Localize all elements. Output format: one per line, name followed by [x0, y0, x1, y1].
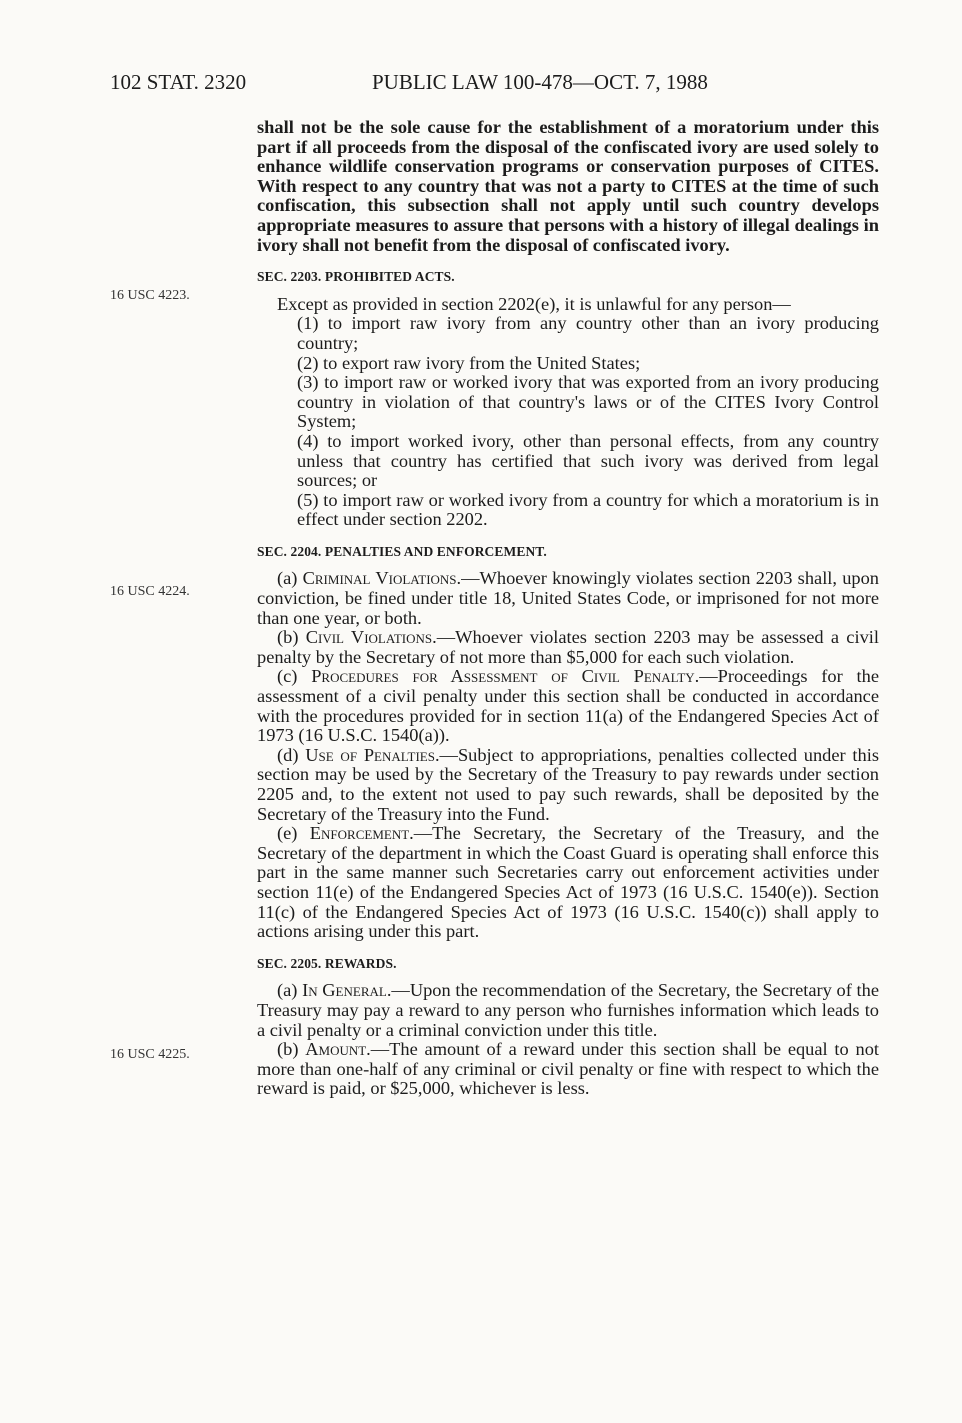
- subsection-title: Enforcement.: [309, 823, 414, 844]
- running-head: [110, 70, 870, 98]
- subsection-a: [257, 569, 879, 628]
- subsection-title: Civil Violations.: [305, 627, 437, 648]
- subsection-label: (c): [277, 666, 298, 687]
- margin-note-4223: 16 USC 4223.: [110, 288, 190, 303]
- subsection-label: (a): [277, 980, 298, 1001]
- body-text: [257, 118, 879, 1099]
- list-item: (4) to import worked ivory, other than personal effects, from any country unless that country has certified that such ivory was derived from legal sources; or: [297, 430, 879, 491]
- list-item: (2) to export raw ivory from the United States;: [297, 352, 641, 373]
- section-heading-2205: SEC. 2205. REWARDS.: [257, 955, 397, 971]
- public-law-title: PUBLIC LAW 100-478—OCT. 7, 1988: [372, 70, 708, 94]
- section-2203: [257, 267, 879, 530]
- margin-note-4225: 16 USC 4225.: [110, 1047, 190, 1062]
- subsection-title: Use of Penalties.: [305, 744, 440, 765]
- margin-note-4224: 16 USC 4224.: [110, 584, 190, 599]
- subsection-text: —Whoever violates section 2203 may be assessed a civil penalty by the Secretary of not more than $5,000 for each such violation.: [257, 627, 879, 667]
- page-number-stat: 102 STAT. 2320: [110, 70, 247, 94]
- subsection-b: [257, 1040, 879, 1099]
- subsection-label: (e): [277, 823, 298, 844]
- subsection-text: —Subject to appropriations, penalties collected under this section may be used by the Secretary of the Treasury to pay rewards under section 2205 and, to the extent not used to pay such rewards, shall be deposited by the Secretary of the Treasury into the Fund.: [257, 744, 879, 824]
- subsection-text: —The amount of a reward under this section shall be equal to not more than one-half of any criminal or civil penalty or fine with respect to which the reward is paid, or $25,000, whichever is less.: [257, 1039, 879, 1099]
- subsection-label: (d): [277, 744, 299, 765]
- list-item: (1) to import raw ivory from any country other than an ivory producing country;: [297, 313, 879, 353]
- subsection-label: (b): [277, 1039, 299, 1060]
- section-2205: [257, 954, 879, 1099]
- section-2204: [257, 542, 879, 942]
- subsection-a: [257, 981, 879, 1040]
- subsection-text: —Whoever knowingly violates section 2203 shall, upon conviction, be fined under title 18, United States Code, or imprisoned for not more than one year, or both.: [257, 568, 879, 628]
- subsection-e: [257, 824, 879, 942]
- subsection-b: [257, 628, 879, 667]
- section-heading-2204: SEC. 2204. PENALTIES AND ENFORCEMENT.: [257, 543, 547, 559]
- section-heading-2203: SEC. 2203. PROHIBITED ACTS.: [257, 269, 455, 285]
- subsection-title: Amount.: [305, 1039, 371, 1060]
- subsection-d: [257, 746, 879, 824]
- subsection-text: —Proceedings for the assessment of a civil penalty under this section shall be conducted in accordance with the procedures provided for in section 11(a) of the Endangered Species Act of 1973 (16 U.S.C. 1540(a)).: [257, 666, 879, 746]
- subsection-label: (a): [277, 568, 298, 589]
- subsection-c: [257, 667, 879, 745]
- intro-paragraph: shall not be the sole cause for the establishment of a moratorium under this part if all proceeds from the disposal of the confiscated ivory are used solely to enhance wildlife conservation programs or conservation purposes of CITES. With respect to any country that was not a party to CITES at the time of such confiscation, this subsection shall not apply until such country develops appropriate measures to assure that persons with a history of illegal dealings in ivory shall not benefit from the disposal of confiscated ivory.: [257, 117, 879, 255]
- section-2203-lead: Except as provided in section 2202(e), it is unlawful for any person—: [277, 293, 791, 314]
- subsection-text: —Upon the recommendation of the Secretary, the Secretary of the Treasury may pay a reward to any person who furnishes information which leads to a civil penalty or a criminal conviction under this title.: [257, 980, 879, 1040]
- subsection-title: Criminal Violations.: [302, 568, 462, 589]
- list-item: (5) to import raw or worked ivory from a country for which a moratorium is in effect under section 2202.: [297, 489, 879, 530]
- subsection-title: Procedures for Assessment of Civil Penalty.: [311, 666, 700, 687]
- list-item: (3) to import raw or worked ivory that was exported from an ivory producing country in violation of that country's laws or of the CITES Ivory Control System;: [297, 372, 879, 432]
- subsection-label: (b): [277, 627, 299, 648]
- subsection-title: In General.: [302, 980, 392, 1001]
- subsection-text: —The Secretary, the Secretary of the Treasury, and the Secretary of the department in which the Coast Guard is operating shall enforce this part in the same manner such Secretaries carry out enforcement activities under section 11(e) of the Endangered Species Act of 1973 (16 U.S.C. 1540(e)). Section 11(c) of the Endangered Species Act of 1973 (16 U.S.C. 1540(c)) shall apply to actions arising under this part.: [257, 823, 879, 942]
